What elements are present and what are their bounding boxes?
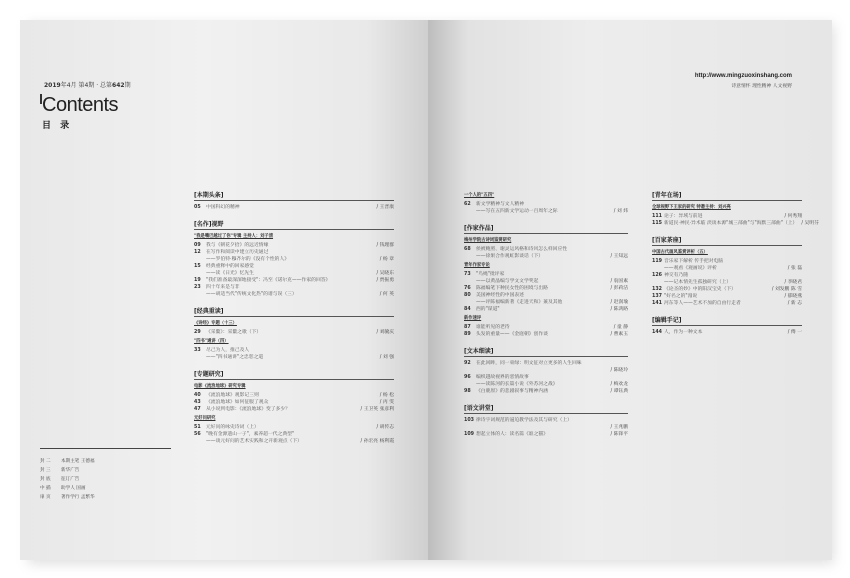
toc-entry [194,406,394,413]
page-number: 87 [464,325,471,330]
toc-entry [464,431,628,438]
entry-author: / 张 磊 [787,266,802,271]
entry-title: 从小说到电影：《流浪地球》变了多少？ [206,407,290,412]
subsection-heading: 《诗经》专题（十三） [194,321,237,326]
toc-entry [464,306,628,313]
toc-section [652,235,802,307]
page-number: 47 [194,407,201,412]
page-number: 12 [194,250,201,255]
entry-author [798,258,802,265]
toc-entry [464,417,628,424]
entry-title: 《论圣的妙》中的阳汉宝史（下） [664,287,736,292]
subsection-heading: 青年作家专论 [464,263,490,268]
entry-title: 河东等人——艺术不加的自由行走者 [664,301,741,306]
credit-label: 封 三 [40,468,51,473]
toc-entry [464,292,628,299]
entry-title: "晚有金源遗山一子"，素养超一代之典型" [206,432,295,437]
page-number: 68 [464,247,471,252]
page-number: 141 [652,301,663,306]
toc-section [652,190,819,227]
credit-row [40,466,171,475]
toc-entry [464,201,628,208]
page-number: 144 [652,330,663,335]
toc-entry [464,324,628,331]
subsection-heading: 全球视野下王家的研究 特邀主持：刘兴亮 [652,205,731,210]
entry-title: 《采蘩》：采蘩之歌（下） [206,330,262,335]
page-number: 98 [464,389,471,394]
credit-value: 著作学行 孟繁华 [61,495,95,500]
toc-entry [652,329,802,336]
toc-entry [464,381,628,388]
magazine-slogan: 诗意情怀 理性精神 人文视野 [731,84,792,89]
entry-title [476,367,606,374]
entry-author [624,271,628,278]
entry-title: ——读陈河的长篇小说《外苏河之战》 [476,382,558,387]
entry-author: / 新 志 [787,301,802,306]
entry-title: "好名之的"漫说 [664,294,698,299]
toc-entry [194,263,394,270]
entry-title: 元好问的咏史诗词（上） [206,425,259,430]
entry-author: / 刘 炜 [613,209,628,214]
credit-label: 封 二 [40,459,51,464]
page-number: 05 [194,205,201,210]
credit-row [40,493,171,502]
toc-section [194,369,394,445]
entry-author: / 胡传志 [376,425,394,430]
right-page [428,20,832,560]
entry-title: ——罗伯特·穆齐尔的《没有个性的人》 [206,257,290,262]
entry-author: / 杨 章 [379,257,394,262]
page-number: 56 [194,432,201,437]
entry-title: 神交有乃随 [664,273,688,278]
toc-entry [194,347,394,354]
section-heading: [名作]视野 [194,219,394,230]
toc-entry [464,246,628,253]
toc-entry [194,291,394,298]
toc-entry [194,392,394,399]
page-number: 09 [194,243,201,248]
subsection-heading: 电影《流浪地球》研究专辑 [194,384,246,389]
page-number: 119 [652,259,663,264]
subsection-heading: 梅州学院古诗词鉴赏研究 [464,238,512,243]
entry-title: 尽己为人，推己及人 [206,348,250,353]
toc-section [464,223,628,338]
toc-entry [194,284,394,291]
section-heading: [青年在场] [652,190,802,201]
toc-entry [464,278,628,285]
page-number: 23 [194,285,201,290]
toc-entry [194,249,394,256]
page-number: 15 [194,264,201,269]
toc-section [194,190,394,211]
entry-title: ——写在五四新文学运动一百周年之际 [476,209,558,214]
entry-author: / 谭钰典 [610,389,628,394]
toc-entry [194,424,394,431]
entry-title: 中国科幻的精神 [206,205,240,210]
subsection-heading: "我是嘴巴越过了你"专辑 主持人：刘子清 [194,234,274,239]
subsection-heading: 中国古代画风鉴赏评析（五） [652,250,708,255]
credit-value: 本期主笔 王德福 [61,459,95,464]
section-heading: [专题研究] [194,369,394,380]
entry-author [624,360,628,367]
contents-title-cn: 目 录 [42,121,73,131]
subsection-heading: "四书"通讲（四） [194,339,229,344]
page-number: 115 [652,221,663,226]
toc-entry [464,424,628,431]
entry-author: / 王兆鹏 [610,425,628,430]
entry-author: / 曹素玉 [610,332,628,337]
entry-author: / 陈晓玲 [610,368,628,373]
toc-entry [194,204,394,211]
entry-title: 新道民·神民·异术临 淡谈本源"城三部曲"与"海默三部曲"（上） [664,221,798,226]
entry-author: / 翁国素 [610,279,628,284]
entry-title: 想起立体的人：读名篇《谁之猫》 [476,432,548,437]
entry-author: / 王卫英 张彦利 [360,407,394,412]
toc-entry [194,242,394,249]
page-number: 84 [464,307,471,312]
toc-entry [464,374,628,381]
section-heading: [作家作品] [464,223,628,234]
entry-title: ——评陈福编新著《走进天和》兼及其他 [476,300,563,305]
toc-entry [464,299,628,306]
entry-author: / 郁晓燕 [784,294,802,299]
page-number: 92 [464,361,471,366]
entry-title: 《流浪地球》如何征服了观众 [206,400,269,405]
entry-author: / 赵润瑜 [610,300,628,305]
toc-entry [652,286,802,293]
credit-label: 扉 页 [40,495,51,500]
toc-entry [652,220,819,227]
toc-entry [194,329,394,336]
toc-entry [464,285,628,292]
entry-title: 在此回眸，同一束绿：明文征对立更多的人生回味 [476,361,582,366]
page-number: 40 [194,393,201,398]
toc-column-2 [464,190,628,446]
website-url: http://www.mingzuoxinshang.com [694,73,792,79]
toc-entry [464,331,628,338]
page-number: 33 [194,348,201,353]
entry-author: / 李晓君 [784,280,802,285]
page-number: 103 [464,418,475,423]
entry-title: 在写作和阅读中建立历史通过 [206,250,269,255]
credit-row [40,475,171,484]
entry-author: / 何 英 [379,292,394,297]
entry-title: ——记本情先生孤独研究（上） [664,280,732,285]
entry-author: / 彭莉洁 [610,286,628,291]
entry-author: / 陈鸿路 [610,307,628,312]
entry-author: / 吴明芬 [801,221,819,226]
left-page [20,20,428,560]
page-number: 80 [464,293,471,298]
entry-author: / 刘 强 [379,355,394,360]
entry-author: / 杨 松 [379,393,394,398]
toc-entry [464,253,628,260]
entry-title: 《流浪地球》观影记三则 [206,393,259,398]
section-heading: [语文讲堂] [464,403,628,414]
toc-entry [464,271,628,278]
credit-value: 征订广告 [61,477,80,482]
section-heading: [本期头条] [194,190,394,201]
toc-entry [194,431,394,438]
entry-author: / 王知远 [610,254,628,259]
credits-list [40,448,171,502]
entry-author [798,272,802,279]
toc-entry [194,277,394,284]
contents-title: Contents [42,94,119,116]
entry-author: / 傅 一 [787,330,802,335]
credit-row [40,484,171,493]
credit-value: 新华广告 [61,468,80,473]
entry-author: / 钱理群 [376,243,394,248]
toc-entry [194,270,394,277]
toc-entry [652,258,802,265]
credit-row [40,457,171,466]
entry-title: 律诗字词规范的逼迫教学法及其与研究（上） [476,418,572,423]
toc-entry [194,438,394,445]
entry-author [624,292,628,299]
credit-label: 封 底 [40,477,51,482]
entry-author: / 刘发鹏 陈 雪 [771,287,802,292]
toc-section [464,192,628,215]
entry-author: / 丙 雯 [379,400,394,405]
toc-entry [194,399,394,406]
entry-title: 我与《朝花夕拾》的远近情缘 [206,243,269,248]
section-heading: [经典重读] [194,306,394,317]
entry-author: / 何秀翔 [784,214,802,219]
entry-title: ——胡适当代"传统文化热"的谱与误（三） [206,292,297,297]
section-heading: [文本细读] [464,346,628,357]
toc-column-1 [194,190,394,453]
entry-title: ——"四书通讲"之忠恕之道 [206,355,264,360]
toc-entry [194,354,394,361]
entry-title: ——观看《观画说》评析 [664,266,717,271]
entry-title: 编织越故视界的恶情故事 [476,375,529,380]
toc-entry [464,360,628,367]
entry-author: / 陈锋平 [610,432,628,437]
entry-title: ——谈元好问的艺术实践和之开新观点（下） [206,439,302,444]
entry-title: 陈福编笔下种民女性的困境与出路 [476,286,548,291]
entry-title: 新文学精神与文人精神 [476,202,524,207]
entry-author [624,417,628,424]
entry-title: 侯被鲍照、谢灵运风格和诗风怎么样回应性 [476,247,568,252]
toc-entry [464,208,628,215]
entry-title: 经典重释中的回家感觉 [206,264,254,269]
entry-title: "鸟绳"批评家 [476,272,505,277]
entry-author [390,347,394,354]
entry-author [390,431,394,438]
toc-entry [194,256,394,263]
entry-author [390,249,394,256]
entry-title: 头发的重量——《金庭朝》创作谈 [476,332,548,337]
page-number: 73 [464,272,471,277]
entry-title: 音乐家下解析 传手把对电脑 [664,259,724,264]
entry-author: / 吴晓东 [376,271,394,276]
toc-entry [652,265,802,272]
section-heading: [编辑手记] [652,315,802,326]
entry-author: / 梅欢龙 [610,382,628,387]
page-number: 89 [464,332,471,337]
entry-author: / 孙宏亮 杨利霞 [360,439,394,444]
page-number: 51 [194,425,201,430]
toc-entry [464,367,628,374]
subsection-heading: 新作速评 [464,316,482,321]
entry-title: 人，作为一种文本 [664,330,703,335]
page-number: 19 [194,278,201,283]
entry-author [390,284,394,291]
subsection-heading: 元好问研究 [194,416,216,421]
entry-title: ——徐果合作观虹影谈话（下） [476,254,544,259]
toc-section [652,315,802,336]
entry-title: ——读《日光》忆先生 [206,271,254,276]
entry-author: / 童 静 [613,325,628,330]
toc-entry [652,279,802,286]
entry-title: "我们准备最深深地接受"：冯至《诺尔克——作家的回答》 [206,278,331,283]
page-number: 137 [652,294,663,299]
entry-author [624,201,628,208]
page-number: 43 [194,400,201,405]
entry-author: / 刘毓庆 [376,330,394,335]
toc-section [464,403,628,438]
entry-author: / 王晋康 [376,205,394,210]
toc-entry [652,300,802,307]
toc-entry [652,272,802,279]
entry-title: 《白鹿原》的悲剧叙事与精神内涵 [476,389,548,394]
entry-title: ——以黄晶编与学文文学奖起 [476,279,539,284]
entry-author [624,374,628,381]
section-heading: [百家茶座] [652,235,802,246]
page-number: 76 [464,286,471,291]
page-number: 126 [652,273,663,278]
page-number: 132 [652,287,663,292]
credit-value: 助学人 国画 [61,486,86,491]
entry-title: 西的"谋道" [476,307,500,312]
page-number: 111 [652,214,663,219]
toc-entry [464,388,628,395]
entry-title: 谁能听见的老待 [476,325,510,330]
entry-author: / 贾振勇 [376,278,394,283]
page-number: 62 [464,202,471,207]
entry-title [476,424,606,431]
toc-entry [652,213,802,220]
subsection-heading: 一个人的"五四" [464,193,495,198]
entry-author [624,246,628,253]
entry-title: 美国神经性的中国表述 [476,293,524,298]
toc-section [194,306,394,361]
entry-title: 四十年来是与非 [206,285,240,290]
toc-column-3 [652,190,819,344]
issue-date: 2019年4月 第4期 · 总第642期 [44,82,131,89]
page-number: 109 [464,432,475,437]
page-number: 96 [464,375,471,380]
toc-entry [652,293,802,300]
credit-label: 中 插 [40,486,51,491]
toc-section [464,346,628,395]
toc-section [194,219,394,298]
entry-title: 论子：异域与前进 [664,214,703,219]
entry-author [390,263,394,270]
page-number: 29 [194,330,201,335]
